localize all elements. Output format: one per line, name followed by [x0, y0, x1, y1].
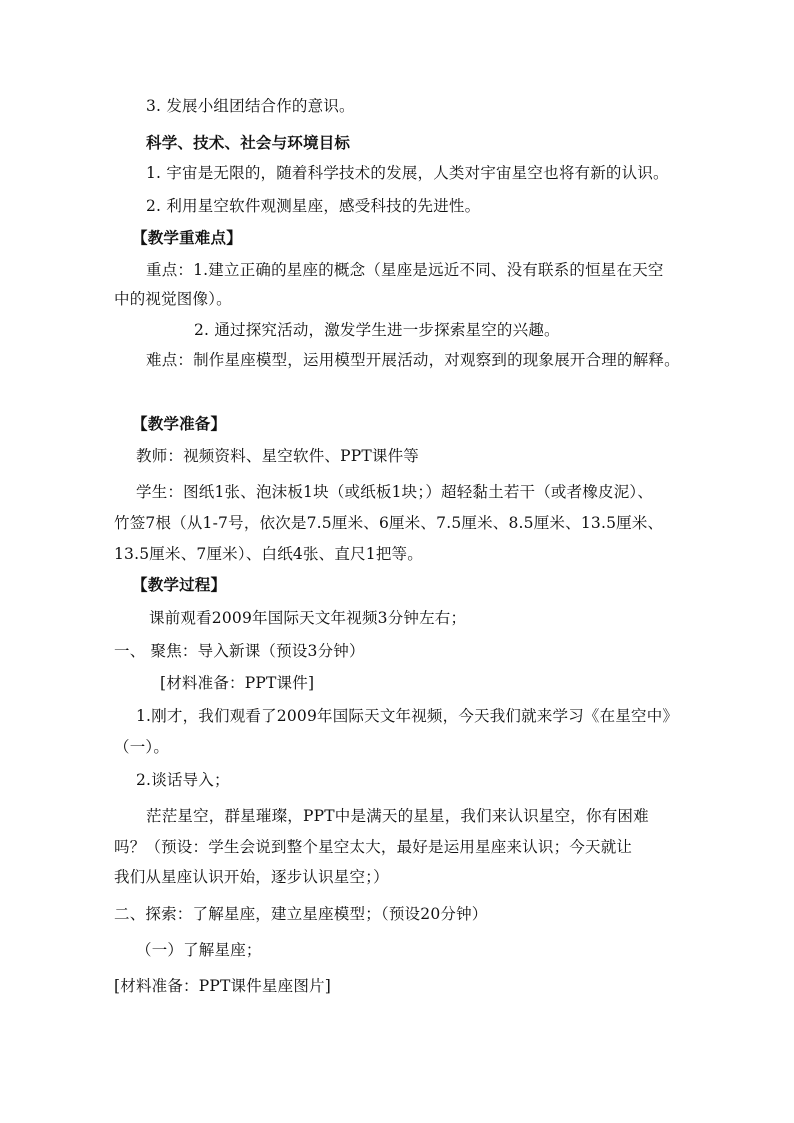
- section-heading-sts-goals: 科学、技术、社会与环境目标: [146, 133, 351, 152]
- step-2-text-line-3: 我们从星座认识开始，逐步认识星空；）: [114, 868, 389, 886]
- step-2-heading: 2.谈话导入；: [136, 771, 230, 789]
- process-step-2-heading: 二、探索：了解星座，建立星座模型；（预设20分钟）: [114, 905, 488, 923]
- step-2-text-line-1: 茫茫星空，群星璀璨，PPT中是满天的星星，我们来认识星空，你有困难: [146, 807, 649, 825]
- process-step-1-heading: 一、 聚焦：导入新课（预设3分钟）: [114, 642, 365, 660]
- key-point-2: 2. 通过探究活动，激发学生进一步探索星空的兴趣。: [194, 321, 560, 339]
- teacher-preparation: 教师：视频资料、星空软件、PPT课件等: [136, 447, 419, 465]
- goal-item-3: 3. 发展小组团结合作的意识。: [146, 97, 355, 115]
- difficult-point: 难点：制作星座模型，运用模型开展活动，对观察到的现象展开合理的解释。: [146, 351, 680, 369]
- key-point-1-line-1: 重点：1.建立正确的星座的概念（星座是远近不同、没有联系的恒星在天空: [146, 261, 664, 279]
- step-1-text-line-1: 1.刚才，我们观看了2009年国际天文年视频，今天我们就来学习《在星空中》: [136, 707, 679, 725]
- student-preparation-line-1: 学生：图纸1张、泡沫板1块（或纸板1块；）超轻黏土若干（或者橡皮泥）、: [136, 483, 654, 501]
- section-heading-process: 【教学过程】: [132, 575, 227, 594]
- key-point-1-line-2: 中的视觉图像）。: [114, 290, 232, 308]
- sub-step-understand-constellations: （一）了解星座；: [136, 941, 262, 959]
- materials-note-2: [材料准备：PPT课件星座图片]: [114, 977, 331, 995]
- section-heading-preparation: 【教学准备】: [132, 414, 227, 433]
- section-heading-key-points: 【教学重难点】: [132, 228, 242, 247]
- step-2-text-line-2: 吗？（预设：学生会说到整个星空太大，最好是运用星座来认识；今天就让: [114, 838, 633, 856]
- student-preparation-line-2: 竹签7根（从1-7号，依次是7.5厘米、6厘米、7.5厘米、8.5厘米、13.5厘米、: [114, 514, 664, 532]
- pre-class-activity: 课前观看2009年国际天文年视频3分钟左右；: [149, 609, 467, 627]
- sts-goal-item-2: 2. 利用星空软件观测星座，感受科技的先进性。: [146, 197, 481, 215]
- sts-goal-item-1: 1. 宇宙是无限的，随着科学技术的发展，人类对宇宙星空也将有新的认识。: [146, 164, 669, 182]
- materials-note-1: [材料准备：PPT课件]: [160, 674, 315, 692]
- student-preparation-line-3: 13.5厘米、7厘米）、白纸4张、直尺1把等。: [114, 545, 423, 563]
- step-1-text-line-2: （一）。: [114, 738, 170, 756]
